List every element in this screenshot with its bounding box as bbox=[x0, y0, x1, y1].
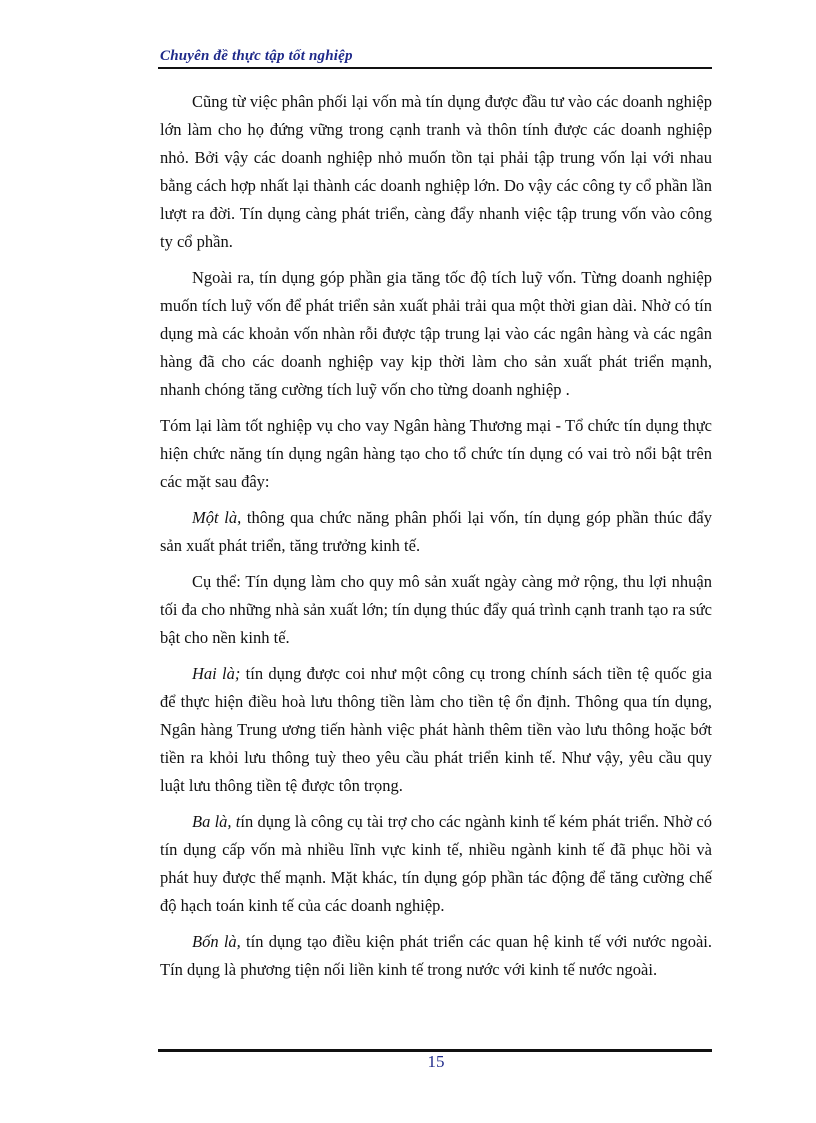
paragraph-8 bbox=[160, 928, 712, 984]
paragraph-1 bbox=[160, 88, 712, 256]
paragraph-lead: Hai là; bbox=[192, 664, 241, 683]
paragraph-4 bbox=[160, 504, 712, 560]
paragraph-text: ín dụng là công cụ tài trợ cho các ngành kinh tế kém phát triển. Nhờ có tín dụng cấp vốn mà nhiều lĩnh vực kinh tế, nhiều ngành kinh tế đã phục hồi và phát huy được thế mạnh. Mặt khác, tín dụng góp phần tác động để tăng cường chế độ hạch toán kinh tế của các doanh nghiệp. bbox=[160, 812, 713, 915]
header-divider bbox=[158, 67, 712, 69]
paragraph-lead: Ba là, t bbox=[192, 812, 241, 831]
paragraph-text: Cụ thể: Tín dụng làm cho quy mô sản xuất ngày càng mở rộng, thu lợi nhuận tối đa cho những nhà sản xuất lớn; tín dụng thúc đẩy quá trình cạnh tranh tạo ra sức bật cho nền kinh tế. bbox=[160, 572, 712, 647]
paragraph-7 bbox=[160, 808, 712, 920]
body-text bbox=[160, 88, 712, 992]
paragraph-2 bbox=[160, 264, 712, 404]
paragraph-text: Ngoài ra, tín dụng góp phần gia tăng tốc độ tích luỹ vốn. Từng doanh nghiệp muốn tích luỹ vốn để phát triển sản xuất phải trải qua một thời gian dài. Nhờ có tín dụng mà các khoản vốn nhàn rỗi được tập trung lại vào các ngân hàng và các ngân hàng đã cho các doanh nghiệp vay kịp thời làm cho sản xuất phát triển mạnh, nhanh chóng tăng cường tích luỹ vốn cho từng doanh nghiệp . bbox=[160, 268, 712, 399]
page-number: 15 bbox=[427, 1052, 445, 1071]
running-header: Chuyên đề thực tập tốt nghiệp bbox=[160, 48, 353, 64]
paragraph-text: tín dụng tạo điều kiện phát triển các quan hệ kinh tế với nước ngoài. Tín dụng là phương tiện nối liền kinh tế trong nước với kinh tế nước ngoài. bbox=[160, 932, 712, 979]
paragraph-text: , thông qua chức năng phân phối lại vốn, tín dụng góp phần thúc đẩy sản xuất phát triển, tăng trưởng kinh tế. bbox=[160, 508, 712, 555]
paragraph-3 bbox=[160, 412, 712, 496]
paragraph-text: Tóm lại làm tốt nghiệp vụ cho vay Ngân hàng Thương mại - Tổ chức tín dụng thực hiện chức năng tín dụng ngân hàng tạo cho tổ chức tín dụng có vai trò nổi bật trên các mặt sau đây: bbox=[160, 416, 712, 491]
paragraph-5 bbox=[160, 568, 712, 652]
paragraph-6 bbox=[160, 660, 712, 800]
paragraph-text: tín dụng được coi như một công cụ trong chính sách tiền tệ quốc gia để thực hiện điều hoà lưu thông tiền làm cho tiền tệ ổn định. Thông qua tín dụng, Ngân hàng Trung ương tiến hành việc phát hành thêm tiền vào lưu thông hoặc bớt tiền ra khỏi lưu thông tuỳ theo yêu cầu phát triển kinh tế. Như vậy, yêu cầu quy luật lưu thông tiền tệ được tôn trọng. bbox=[160, 664, 712, 795]
paragraph-lead: Bốn là, bbox=[192, 932, 241, 951]
paragraph-lead: Một là bbox=[192, 508, 238, 527]
paragraph-text: Cũng từ việc phân phối lại vốn mà tín dụng được đầu tư vào các doanh nghiệp lớn làm cho họ đứng vững trong cạnh tranh và thôn tính được các doanh nghiệp nhỏ. Bởi vậy các doanh nghiệp nhỏ muốn tồn tại phải tập trung vốn lại với nhau bằng cách hợp nhất lại thành các doanh nghiệp lớn. Do vậy các công ty cổ phần lần lượt ra đời. Tín dụng càng phát triển, càng đẩy nhanh việc tập trung vốn vào công ty cổ phần. bbox=[160, 92, 712, 251]
